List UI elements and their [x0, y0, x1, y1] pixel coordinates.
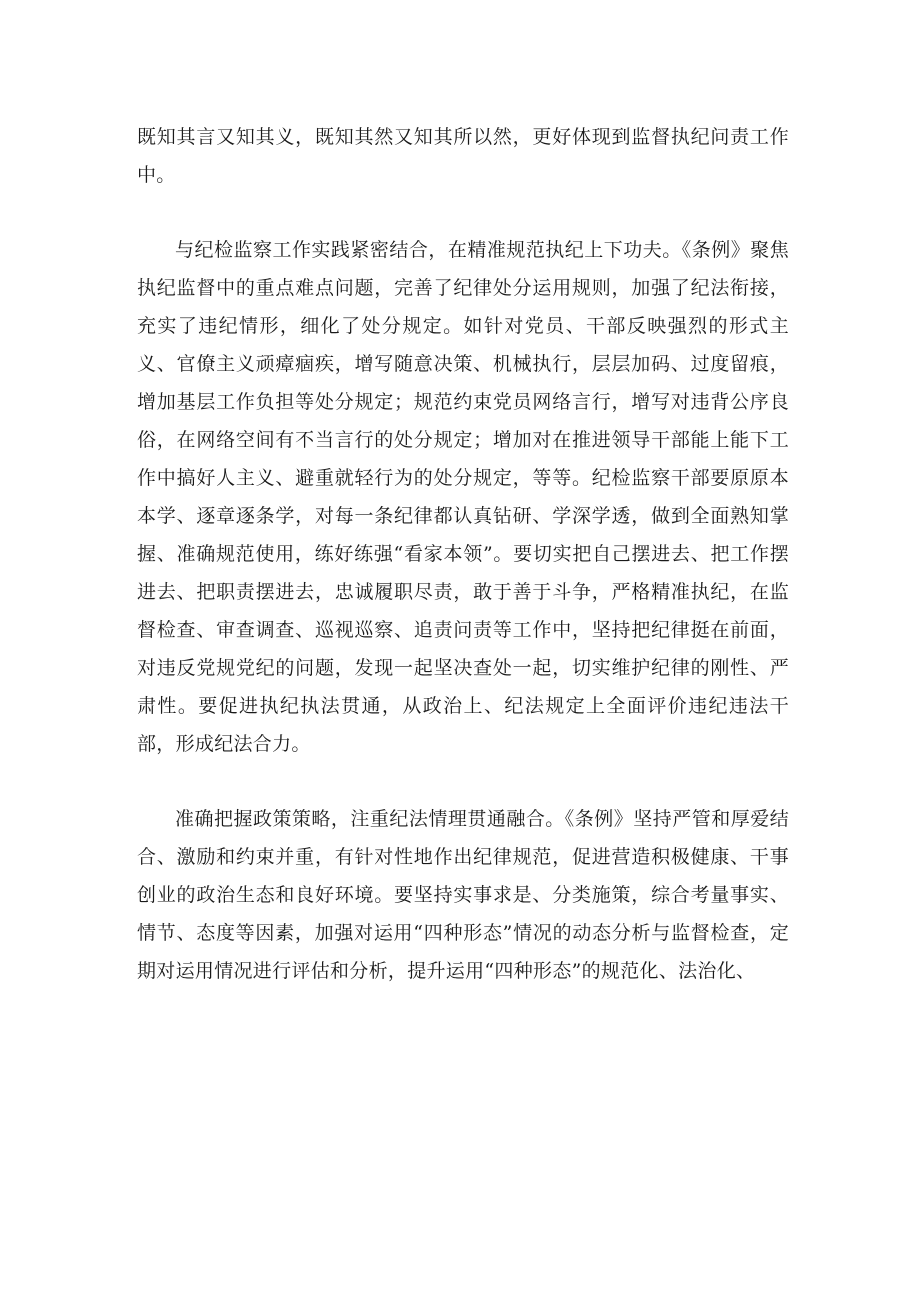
paragraph-2: 与纪检监察工作实践紧密结合，在精准规范执纪上下功夫。《条例》聚焦执纪监督中的重点难点问题，完善了纪律处分运用规则，加强了纪法衔接，充实了违纪情形，细化了处分规定。如针对党员、干部反映强烈的形式主义、官僚主义顽瘴痼疾，增写随意决策、机械执行，层层加码、过度留痕，增加基层工作负担等处分规定；规范约束党员网络言行，增写对违背公序良俗，在网络空间有不当言行的处分规定；增加对在推进领导干部能上能下工作中搞好人主义、避重就轻行为的处分规定，等等。纪检监察干部要原原本本学、逐章逐条学，对每一条纪律都认真钻研、学深学透，做到全面熟知掌握、准确规范使用，练好练强“看家本领”。要切实把自己摆进去、把工作摆进去、把职责摆进去，忠诚履职尽责，敢于善于斗争，严格精准执纪，在监督检查、审查调查、巡视巡察、追责问责等工作中，坚持把纪律挺在前面，对违反党规党纪的问题，发现一起坚决查处一起，切实维护纪律的刚性、严肃性。要促进执纪执法贯通，从政治上、纪法规定上全面评价违纪违法干部，形成纪法合力。: [137, 239, 789, 755]
document-body: [137, 118, 789, 990]
paragraph-3: 准确把握政策策略，注重纪法情理贯通融合。《条例》坚持严管和厚爱结合、激励和约束并重，有针对性地作出纪律规范，促进营造积极健康、干事创业的政治生态和良好环境。要坚持实事求是、分类施策，综合考量事实、情节、态度等因素，加强对运用“四种形态”情况的动态分析与监督检查，定期对运用情况进行评估和分析，提升运用“四种形态”的规范化、法治化、: [137, 808, 789, 982]
paragraph-1: 既知其言又知其义，既知其然又知其所以然，更好体现到监督执纪问责工作中。: [137, 126, 789, 186]
